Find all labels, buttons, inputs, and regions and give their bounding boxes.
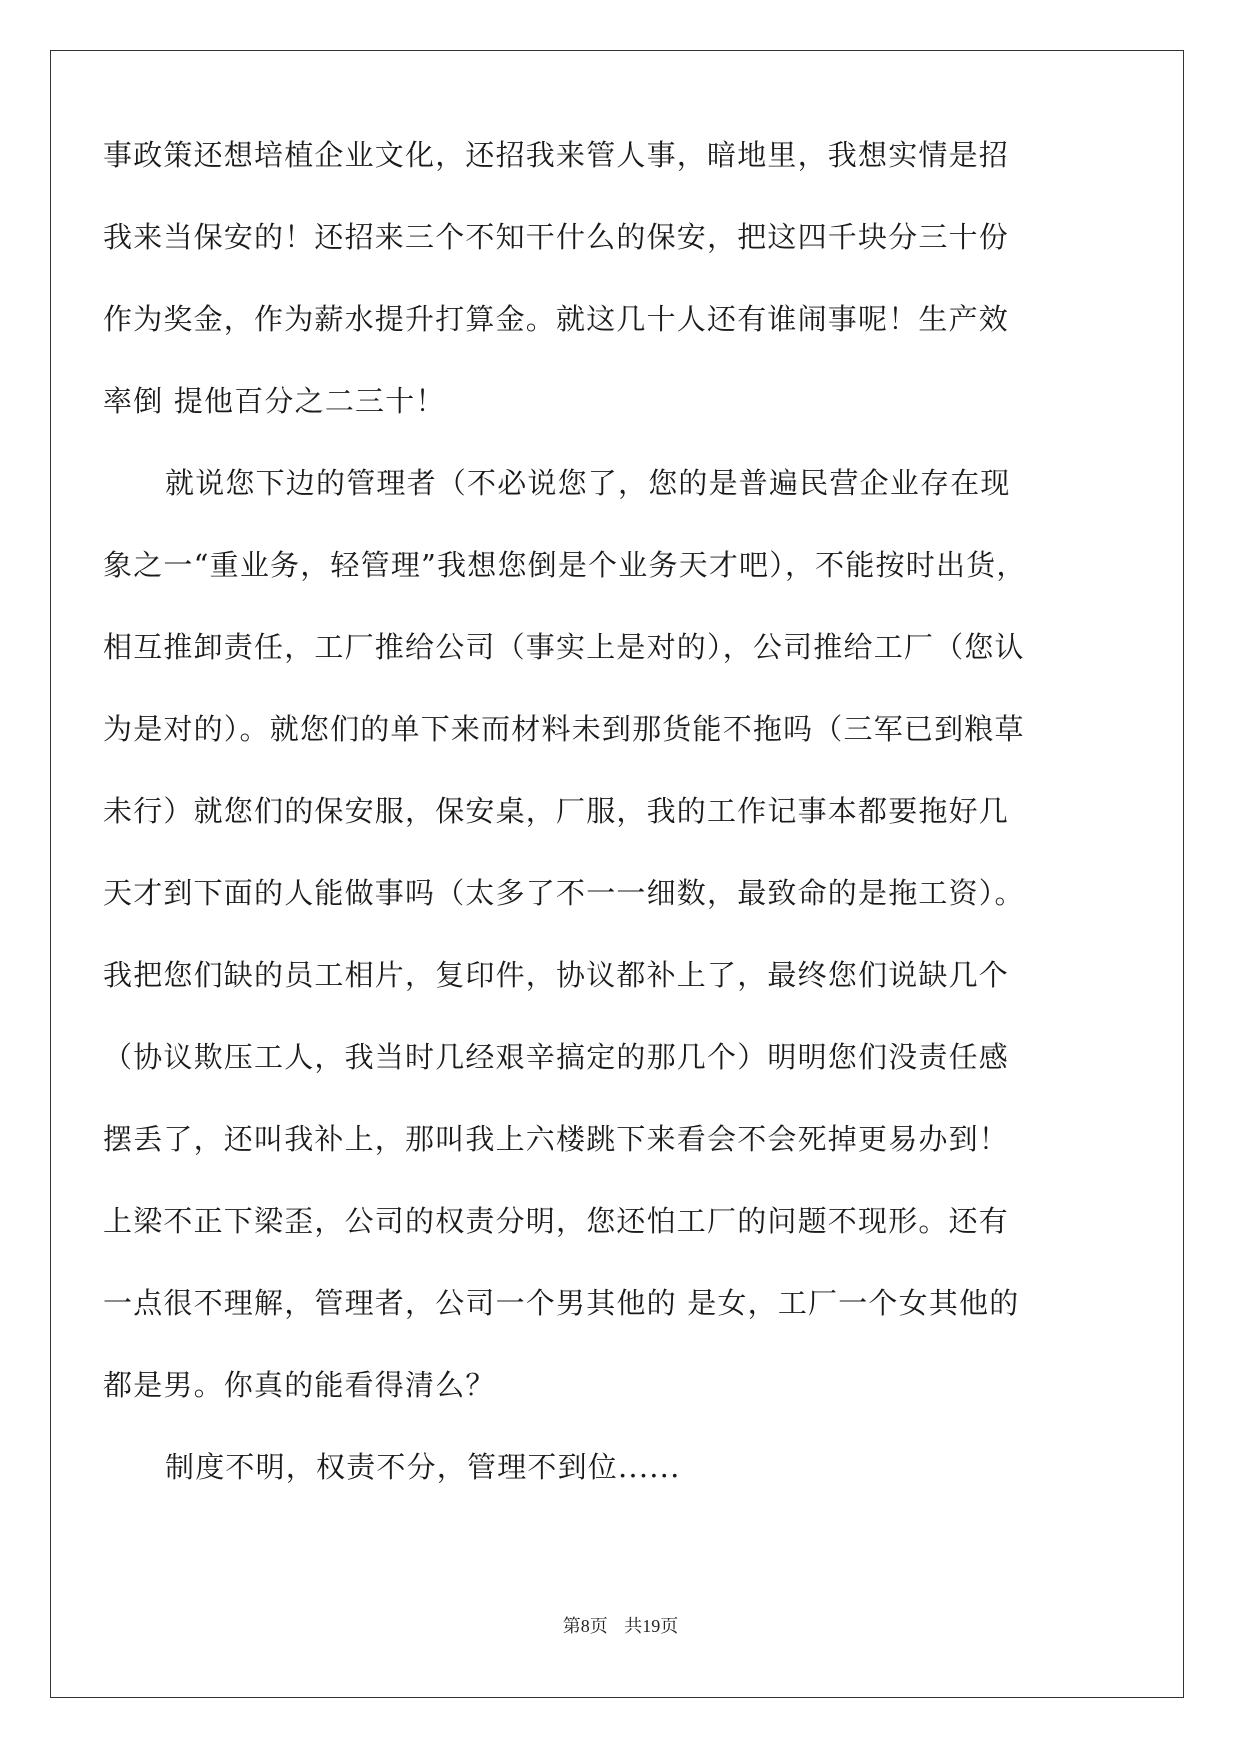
text-line: 天才到下面的人能做事吗（太多了不一一细数，最致命的是拖工资）。 — [103, 876, 1025, 910]
text-line: 未行）就您们的保安服，保安桌，厂服，我的工作记事本都要拖好几 — [103, 794, 1010, 828]
document-body — [103, 114, 1083, 1508]
text-line: 都是男。你真的能看得清么？ — [103, 1368, 496, 1402]
page-number: 第8页 — [562, 1616, 608, 1636]
text-line: 事政策还想培植企业文化，还招我来管人事，暗地里，我想实情是招 — [103, 138, 1010, 172]
text-line: 就说您下边的管理者（不必说您了，您的是普遍民营企业存在现 — [165, 466, 1011, 500]
text-line: 摆丢了，还叫我补上，那叫我上六楼跳下来看会不会死掉更易办到！ — [103, 1122, 1010, 1156]
text-line: 上梁不正下梁歪，公司的权责分明，您还怕工厂的问题不现形。还有 — [103, 1204, 1010, 1238]
text-line: 我来当保安的！还招来三个不知干什么的保安，把这四千块分三十份 — [103, 220, 1010, 254]
text-line: 作为奖金，作为薪水提升打算金。就这几十人还有谁闹事呢！生产效 — [103, 302, 1010, 336]
text-line: 象之一“重业务，轻管理”我想您倒是个业务天才吧），不能按时出货， — [103, 548, 1027, 582]
text-line: 我把您们缺的员工相片，复印件，协议都补上了，最终您们说缺几个 — [103, 958, 1010, 992]
page-footer — [0, 1612, 1241, 1638]
text-line: 为是对的）。就您们的单下来而材料未到那货能不拖吗（三军已到粮草 — [103, 712, 1025, 746]
page-total: 共19页 — [624, 1616, 679, 1636]
text-line: （协议欺压工人，我当时几经艰辛搞定的那几个）明明您们没责任感 — [103, 1040, 1010, 1074]
text-line: 相互推卸责任，工厂推给公司（事实上是对的），公司推给工厂（您认 — [103, 630, 1025, 664]
text-line: 率倒 提他百分之二三十！ — [103, 384, 446, 418]
text-line: 一点很不理解，管理者，公司一个男其他的 是女，工厂一个女其他的 — [103, 1286, 1020, 1320]
text-line: 制度不明，权责不分，管理不到位...... — [165, 1450, 681, 1484]
